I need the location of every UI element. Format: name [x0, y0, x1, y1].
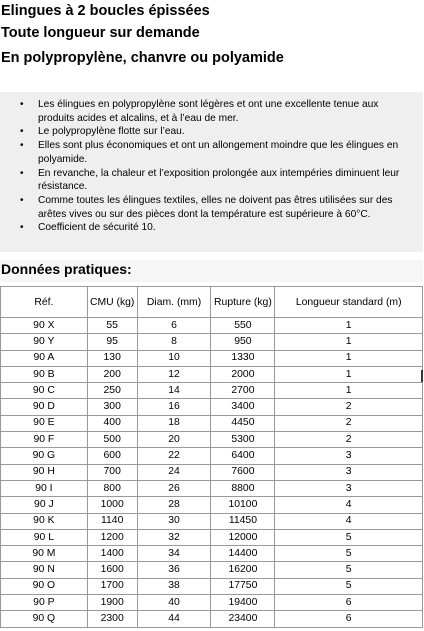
cell-diam: 26	[137, 480, 211, 496]
cell-length: 1	[275, 350, 423, 366]
table-row	[1, 480, 423, 496]
table-row	[1, 383, 423, 399]
cell-cmu: 200	[87, 366, 137, 382]
table-row	[1, 513, 423, 529]
cell-rupture: 7600	[211, 464, 275, 480]
bullet-icon: •	[20, 126, 24, 138]
title-block	[0, 0, 424, 83]
cell-diam: 24	[137, 464, 211, 480]
bullet-icon: •	[20, 99, 24, 110]
cell-diam: 18	[137, 415, 211, 431]
cell-diam: 16	[137, 399, 211, 415]
cell-rupture: 23400	[211, 611, 275, 627]
note-text: Les élingues en polypropylène sont légères et ont une excellente tenue aux produits acides et alcalins, et à l’eau de mer.	[38, 99, 379, 124]
cell-rupture: 11450	[211, 513, 275, 529]
cell-length: 3	[275, 448, 423, 464]
cell-ref: 90 M	[1, 546, 88, 562]
note-text: En revanche, la chaleur et l’exposition prolongée aux intempéries diminuent leur résistance.	[38, 167, 400, 193]
product-subtitle-length: Toute longueur sur demande	[1, 25, 200, 41]
cell-diam: 38	[137, 578, 211, 594]
cell-ref: 90 E	[1, 415, 88, 431]
table-row	[1, 529, 423, 545]
table-row	[1, 366, 423, 382]
cell-length: 5	[275, 578, 423, 594]
cell-ref: 90 H	[1, 464, 88, 480]
cell-diam: 34	[137, 546, 211, 562]
note-item	[20, 139, 415, 166]
cell-length: 1	[275, 383, 423, 399]
cell-diam: 22	[137, 448, 211, 464]
table-row	[1, 464, 423, 480]
cell-rupture: 17750	[211, 578, 275, 594]
cell-diam: 36	[137, 562, 211, 578]
cell-cmu: 500	[87, 432, 137, 448]
cell-length: 6	[275, 611, 423, 627]
cell-length: 5	[275, 562, 423, 578]
table-header-row	[1, 287, 423, 318]
cell-rupture: 14400	[211, 546, 275, 562]
header-ref: Réf.	[1, 287, 88, 318]
table-row	[1, 562, 423, 578]
header-rupture	[211, 287, 275, 318]
cell-ref: 90 C	[1, 383, 88, 399]
note-text: Comme toutes les élingues textiles, elles ne doivent pas êtres utilisées sur des arêtes vives ou sur des pièces dont la température est supérieure à 60°C.	[38, 194, 393, 220]
header-diam-text: Diam. (mm)	[146, 296, 202, 308]
cell-rupture: 12000	[211, 529, 275, 545]
cell-rupture: 8800	[211, 480, 275, 496]
table-row	[1, 399, 423, 415]
cell-length: 2	[275, 415, 423, 431]
header-length: Longueur standard (m)	[275, 287, 423, 318]
header-cmu	[87, 287, 137, 318]
cell-cmu: 55	[87, 318, 137, 334]
table-row	[1, 334, 423, 350]
note-item	[20, 125, 415, 139]
cell-rupture: 19400	[211, 595, 275, 611]
cell-cmu: 1900	[87, 595, 137, 611]
cell-cmu: 1140	[87, 513, 137, 529]
cell-cmu: 300	[87, 399, 137, 415]
table-row	[1, 350, 423, 366]
cell-length: 1	[275, 318, 423, 334]
cell-ref: 90 G	[1, 448, 88, 464]
cell-ref: 90 F	[1, 432, 88, 448]
cell-cmu: 1400	[87, 546, 137, 562]
cell-diam: 14	[137, 383, 211, 399]
note-item	[20, 167, 415, 194]
header-cmu-text: CMU (kg)	[89, 296, 135, 308]
cell-rupture: 5300	[211, 432, 275, 448]
bullet-icon: •	[20, 222, 24, 234]
cell-length: 5	[275, 546, 423, 562]
table-body	[1, 318, 423, 628]
note-item	[20, 98, 415, 125]
cell-diam: 8	[137, 334, 211, 350]
data-table	[0, 286, 423, 628]
product-title: Elingues à 2 boucles épissées	[1, 3, 210, 19]
note-item	[20, 194, 415, 221]
cell-diam: 10	[137, 350, 211, 366]
cell-rupture: 950	[211, 334, 275, 350]
table-row	[1, 578, 423, 594]
cell-length: 2	[275, 399, 423, 415]
cell-rupture: 550	[211, 318, 275, 334]
cell-length: 3	[275, 464, 423, 480]
cell-ref: 90 L	[1, 529, 88, 545]
cell-cmu: 1700	[87, 578, 137, 594]
cell-ref: 90 D	[1, 399, 88, 415]
cell-cmu: 800	[87, 480, 137, 496]
bullet-icon: •	[20, 140, 24, 152]
table-row	[1, 448, 423, 464]
cell-cmu: 250	[87, 383, 137, 399]
table-row	[1, 546, 423, 562]
notes-list	[20, 98, 415, 235]
cell-ref: 90 K	[1, 513, 88, 529]
note-text: Le polypropylène flotte sur l’eau.	[38, 126, 185, 138]
cell-rupture: 2700	[211, 383, 275, 399]
cell-diam: 12	[137, 366, 211, 382]
table-row	[1, 318, 423, 334]
bullet-icon: •	[20, 194, 24, 206]
cell-ref: 90 N	[1, 562, 88, 578]
section-title: Données pratiques:	[0, 260, 423, 282]
cell-diam: 6	[137, 318, 211, 334]
cell-ref: 90 Y	[1, 334, 88, 350]
cell-diam: 32	[137, 529, 211, 545]
cell-rupture: 16200	[211, 562, 275, 578]
header-rupture-text: Rupture (kg)	[214, 296, 272, 308]
cell-length: 4	[275, 497, 423, 513]
cell-length: 5	[275, 529, 423, 545]
cell-length: 1	[275, 334, 423, 350]
cell-rupture: 10100	[211, 497, 275, 513]
cell-diam: 28	[137, 497, 211, 513]
cell-ref: 90 P	[1, 595, 88, 611]
table-row	[1, 595, 423, 611]
cell-cmu: 1000	[87, 497, 137, 513]
note-text: Coefficient de sécurité 10.	[38, 222, 156, 234]
cell-ref: 90 J	[1, 497, 88, 513]
product-subtitle-material: En polypropylène, chanvre ou polyamide	[1, 50, 284, 66]
note-text: Elles sont plus économiques et ont un allongement moindre que les élingues en polyamide.	[38, 140, 399, 165]
header-diam	[137, 287, 211, 318]
cell-rupture: 4450	[211, 415, 275, 431]
text-cursor	[421, 370, 423, 382]
cell-ref: 90 Q	[1, 611, 88, 627]
table-row	[1, 497, 423, 513]
notes-panel	[0, 92, 423, 252]
cell-cmu: 2300	[87, 611, 137, 627]
note-item	[20, 221, 415, 235]
cell-ref: 90 X	[1, 318, 88, 334]
cell-length: 3	[275, 480, 423, 496]
cell-ref: 90 B	[1, 366, 88, 382]
cell-cmu: 130	[87, 350, 137, 366]
cell-ref: 90 A	[1, 350, 88, 366]
cell-rupture: 2000	[211, 366, 275, 382]
cell-rupture: 6400	[211, 448, 275, 464]
cell-diam: 40	[137, 595, 211, 611]
cell-cmu: 400	[87, 415, 137, 431]
cell-diam: 20	[137, 432, 211, 448]
cell-rupture: 3400	[211, 399, 275, 415]
cell-rupture: 1330	[211, 350, 275, 366]
cell-ref: 90 I	[1, 480, 88, 496]
cell-length: 1	[275, 366, 423, 382]
cell-cmu: 95	[87, 334, 137, 350]
cell-length: 6	[275, 595, 423, 611]
cell-length: 4	[275, 513, 423, 529]
table-row	[1, 432, 423, 448]
cell-length: 2	[275, 432, 423, 448]
table-row	[1, 611, 423, 627]
cell-diam: 44	[137, 611, 211, 627]
cell-cmu: 1600	[87, 562, 137, 578]
cell-cmu: 1200	[87, 529, 137, 545]
cell-cmu: 600	[87, 448, 137, 464]
cell-ref: 90 O	[1, 578, 88, 594]
cell-diam: 30	[137, 513, 211, 529]
table-row	[1, 415, 423, 431]
bullet-icon: •	[20, 167, 24, 179]
cell-cmu: 700	[87, 464, 137, 480]
